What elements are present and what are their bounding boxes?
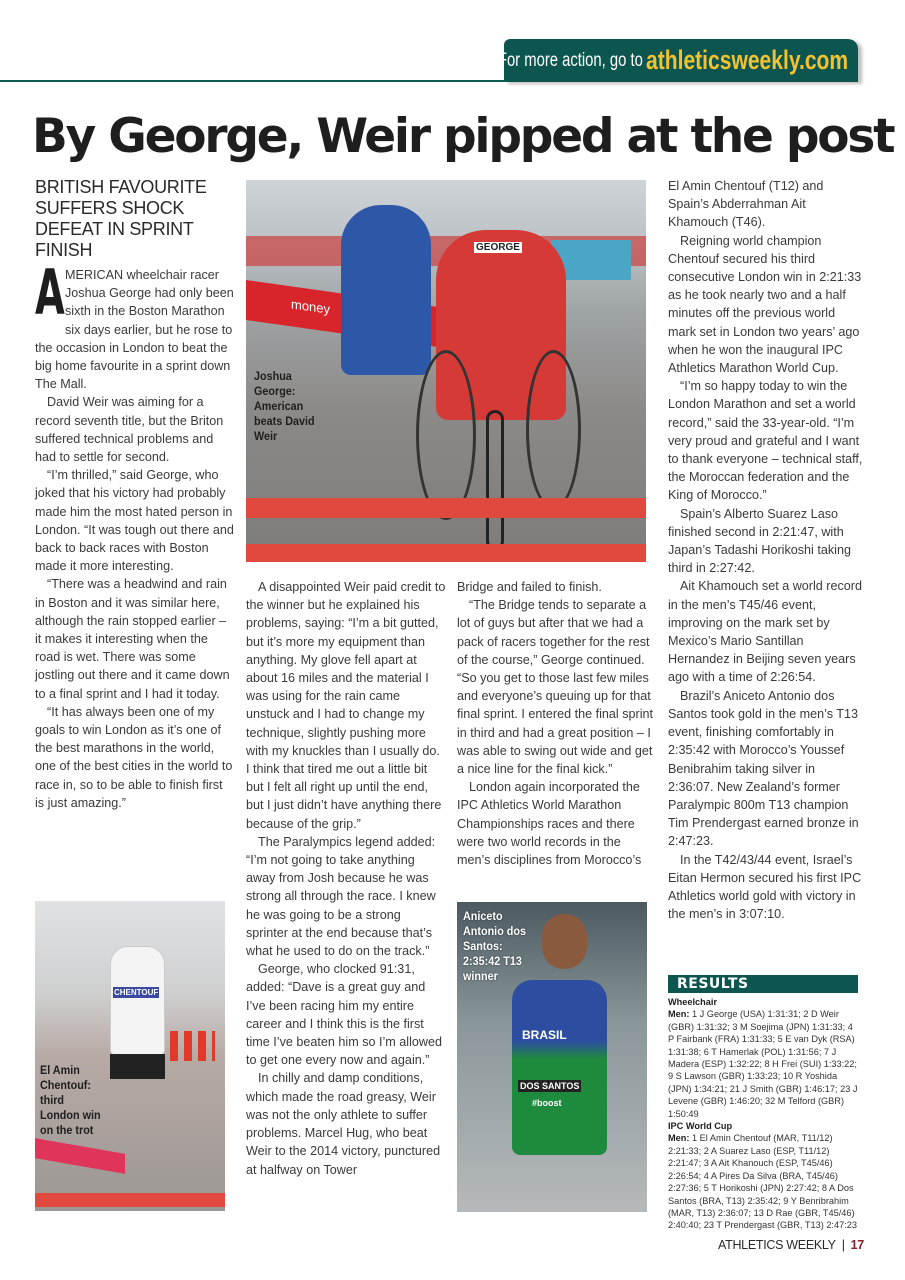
runner-shorts	[110, 1054, 165, 1079]
paragraph: George, who clocked 91:31, added: “Dave is a great guy and I’ve been racing him my entire career and I think this is the first time I’ve beaten him so I’m allowed to get one every now and again.”	[246, 962, 442, 1068]
wheel-right	[526, 350, 581, 510]
paragraph: Spain’s Alberto Suarez Laso finished second in 2:21:47, with Japan’s Tadashi Horikoshi taking third in 2:27:42.	[668, 506, 851, 576]
footer-separator: |	[841, 1238, 845, 1252]
column-1	[35, 256, 235, 812]
vest-text: BRASIL	[522, 1028, 567, 1042]
results-heading: RESULTS	[668, 975, 858, 993]
bib-sponsor: #boost	[532, 1098, 562, 1108]
wheel-left	[416, 350, 476, 520]
paragraph: David Weir was aiming for a record seventh title, but the Briton suffered technical problems and had to settle for second.	[35, 395, 224, 465]
page-footer	[718, 1238, 864, 1252]
paragraph: A disappointed Weir paid credit to the winner but he explained his problems, saying: “I’m a bit gutted, but it’s more my equipment than anything. My glove fell apart at about 16 miles and the material I was using for the rain came unstuck and I had to change my technique, slightly pushing more with my knuckles than I usually do. I think that tired me out a little bit but I felt all right up until the end, but I just didn’t have anything there because of the grip.”	[246, 580, 446, 831]
results-text: 1 J George (USA) 1:31:31; 2 D Weir (GBR) 1:31:32; 3 M Soejima (JPN) 1:31:33; 4 P Fairbank (FRA) 1:31:33; 5 E van Dyk (RSA) 1:31:38; 6 T Hamerlak (POL) 1:31:56; 7 J Madera (ESP) 1:32:22; 8 H Frei (SUI) 1:33:22; 9 S Lawson (GBR) 1:33:23; 10 R Yoshida (JPN) 1:34:21; 21 J Smith (GBR) 1:46:17; 23 J Levene (GBR) 1:46:20; 32 M Telford (GBR) 1:50:49	[668, 1009, 858, 1119]
paragraph: The Paralympics legend added: “I’m not going to take anything away from Josh because he was strong all through the race. I knew he was going to be a strong sprinter at the end because that’s what he used to do on the track.”	[246, 834, 436, 959]
promo-banner[interactable]	[497, 39, 858, 82]
photo-chentouf	[35, 901, 225, 1211]
header-rule	[0, 80, 520, 82]
results-section-heading: IPC World Cup	[668, 1121, 733, 1132]
headline: By George, Weir pipped at the post	[32, 109, 894, 164]
photo-caption-dos-santos: Aniceto Antonio dos Santos: 2:35:42 T13 winner	[463, 909, 526, 983]
drop-cap: A	[35, 256, 65, 329]
results-section-body	[668, 1132, 860, 1231]
column-2	[246, 578, 446, 1179]
paragraph: “It has always been one of my goals to win London as it’s one of the best marathons in the world, one of the best cities in the world to race in, so to be able to finish first is just amazing.”	[35, 704, 233, 810]
results-label: Men:	[668, 1009, 690, 1020]
finish-line	[35, 1193, 225, 1207]
paragraph: Brazil’s Aniceto Antonio dos Santos took gold in the men’s T13 event, finishing comfortably in 2:35:42 with Morocco’s Youssef Benibrahim taking silver in 2:36:07. New Zealand’s former Paralympic 800m T13 champion Tim Prendergast earned bronze in 2:47:23.	[668, 688, 859, 849]
paragraph: El Amin Chentouf (T12) and Spain’s Abderrahman Ait Khamouch (T46).	[668, 179, 824, 230]
paragraph: Ait Khamouch set a world record in the men’s T45/46 event, improving on the mark set by Mexico’s Mario Santillan Hernandez in Beijing seven years ago with a time of 2:26:54.	[668, 579, 862, 685]
runner-vest	[512, 980, 607, 1155]
paragraph: Bridge and failed to finish.	[457, 580, 602, 594]
results-label: Men:	[668, 1133, 690, 1144]
wheel-front	[486, 410, 504, 550]
paragraph: “The Bridge tends to separate a lot of guys but after that we had a pack of racers together for the rest of the course,” George continued. “So you get to those last few miles and everyone’s queuing up for that final sprint. I entered the final sprint in third and had a great position – I was able to swing out wide and get a nice line for the final kick.”	[457, 598, 654, 777]
paragraph: In the T42/43/44 event, Israel’s Eitan Hermon secured his first IPC Athletics world gold with victory in the men’s in 3:07:10.	[668, 852, 862, 922]
runner-head	[542, 914, 587, 969]
paragraph: “There was a headwind and rain in Boston and it was similar here, although the rain stopped earlier – it makes it interesting when the road is wet. There was some jostling out there and it came down to a final sprint and I had it today.	[35, 577, 230, 701]
helmet-name: GEORGE	[476, 242, 520, 253]
column-3	[457, 578, 657, 869]
paragraph: MERICAN wheelchair racer Joshua George had only been sixth in the Boston Marathon six days earlier, but he rose to the occasion in London to beat the big home favourite in a sprint down The Mall.	[35, 268, 234, 392]
standfirst: BRITISH FAVOURITE SUFFERS SHOCK DEFEAT IN SPRINT FINISH	[35, 177, 207, 260]
paragraph: “I’m thrilled,” said George, who joked that his victory had probably made him the most hated person in London. “It was tough out there and back to back races with Boston made it more interesting.	[35, 468, 234, 574]
results-section-heading: Wheelchair	[668, 997, 718, 1007]
cones	[170, 1031, 215, 1061]
promo-site-link[interactable]: athleticsweekly.com	[646, 45, 849, 75]
column-4	[668, 177, 863, 923]
banner-text: money	[291, 296, 331, 317]
paragraph: “I’m so happy today to win the London Marathon and set a world record,” said the 33-year-old. “I’m very proud and grateful and I want to thank everyone – technical staff, the Moroccan federation and the King of Morocco.”	[668, 379, 863, 503]
publication-name: ATHLETICS WEEKLY	[718, 1238, 836, 1252]
finish-tape	[35, 1138, 125, 1174]
promo-lead-text: For more action, go to	[497, 49, 643, 71]
paragraph: Reigning world champion Chentouf secured his third consecutive London win in 2:21:33 as he took nearly two and a half minutes off the previous world mark set in London two years’ ago when he won the inaugural IPC Athletics Marathon World Cup.	[668, 233, 862, 376]
finish-line-2	[246, 544, 646, 562]
photo-caption-chentouf: El Amin Chentouf: third London win on the trot	[40, 1063, 101, 1137]
racer-weir	[341, 205, 431, 375]
paragraph: In chilly and damp conditions, which made the road greasy, Weir was not the only athlete to suffer problems. Marcel Hug, who beat Weir to the 2014 victory, punctured at halfway on Tower	[246, 1071, 441, 1177]
paragraph: London again incorporated the IPC Athletics World Marathon Championships races and there were two world records in the men’s disciplines from Morocco’s	[457, 780, 642, 868]
bib-name: CHENTOUF	[114, 988, 159, 997]
bib-name: DOS SANTOS	[520, 1081, 580, 1091]
runner-body	[110, 946, 165, 1056]
results-text: 1 El Amin Chentouf (MAR, T11/12) 2:21:33; 2 A Suarez Laso (ESP, T11/12) 2:21:47; 3 A Ait Khanouch (ESP, T45/46) 2:26:54; 4 A Pires Da Silva (BRA, T45/46) 2:27:36; 5 T Horikoshi (JPN) 2:27:42; 8 A Dos Santos (BRA, T13) 2:35:42; 9 Y Benribrahim (MAR, T13) 2:36:07; 13 D Rae (GBR, T45/46) 2:40:40; 23 T Prendergast (GBR, T13) 2:47:23	[668, 1133, 857, 1231]
results-section-body	[668, 1008, 860, 1120]
photo-caption-george: Joshua George: American beats David Weir	[254, 369, 315, 443]
results-box	[668, 996, 860, 1232]
page-number: 17	[850, 1238, 864, 1252]
finish-line	[246, 498, 646, 518]
